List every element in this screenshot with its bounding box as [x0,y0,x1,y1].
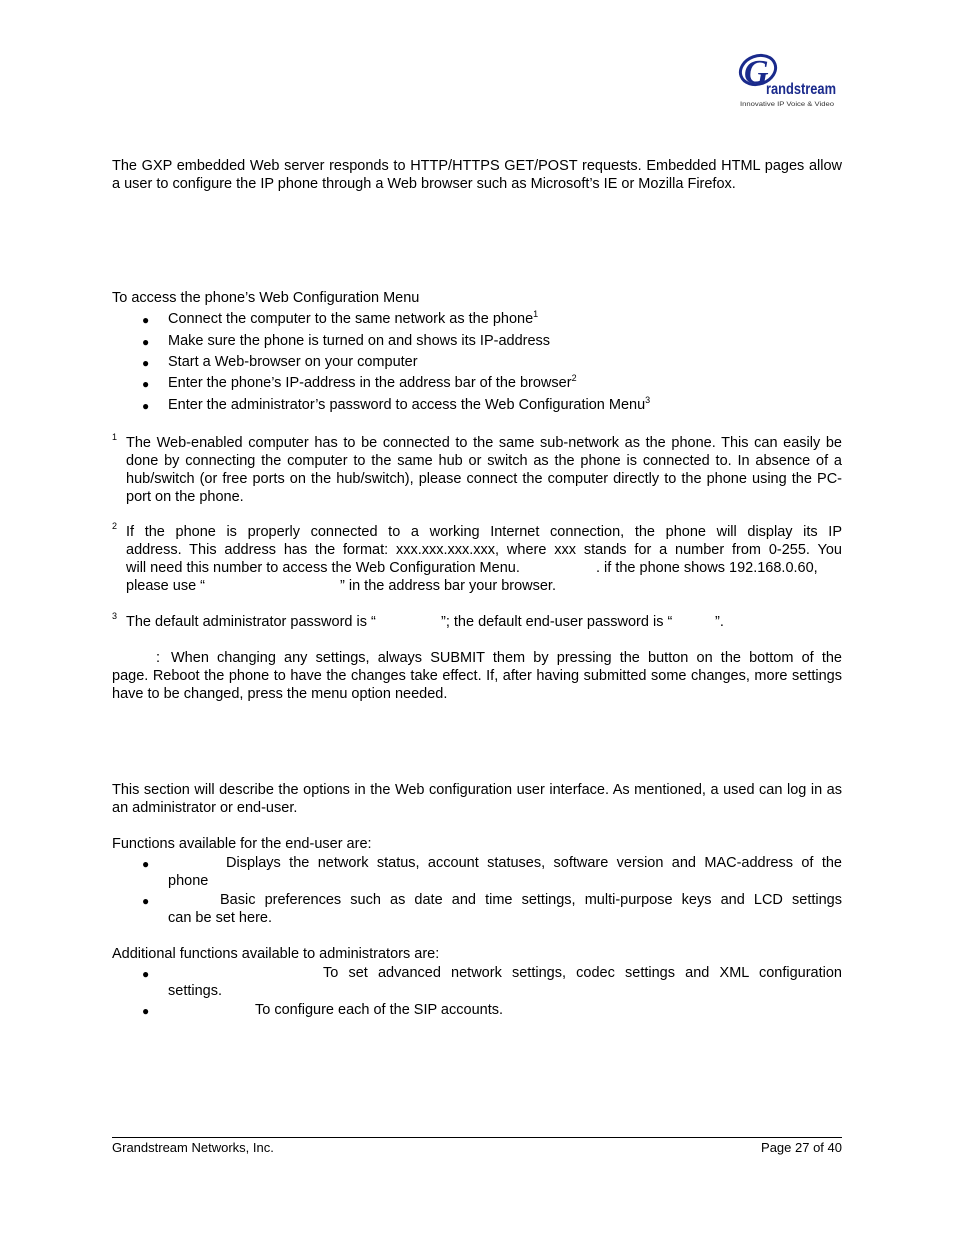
footnote-2-line: . if the phone shows 192.168.0.60, [596,560,818,576]
footer-company: Grandstream Networks, Inc. [112,1140,274,1155]
bullet: ● [142,399,150,413]
footer-rule [112,1137,842,1138]
list-item: To configure each of the SIP accounts. [255,1002,504,1018]
section-intro: This section will describe the options in the Web configuration user interface. As mentioned, a used can log in as an administrator or end-user. [112,782,842,816]
footer-page-number: Page 27 of 40 [761,1140,842,1155]
list-item-continuation: phone [168,873,209,889]
note-first-line: When changing any settings, always SUBMIT them by pressing the button on the bottom of the [171,650,842,666]
footnote-mark: 3 [112,611,118,621]
enduser-lead: Functions available for the end-user are: [112,836,372,852]
bullet: ● [142,356,150,370]
list-item: Start a Web-browser on your computer [168,354,418,370]
admin-lead: Additional functions available to administrators are: [112,946,440,962]
footnote-mark: 2 [112,521,118,531]
bullet: ● [142,335,150,349]
logo-wordmark: randstream [766,81,836,98]
bullet: ● [142,967,150,981]
list-item-continuation: settings. [168,983,222,999]
note-body: page. Reboot the phone to have the changes take effect. If, after having submitted some changes, more settings have to be changed, press the menu option needed. [112,668,842,702]
list-item: Displays the network status, account statuses, software version and MAC-address of the [226,855,842,871]
logo-initial: G [744,54,769,91]
footnote-3-part: ”; the default end-user password is “ [441,614,673,630]
bullet: ● [142,313,150,327]
list-item: To set advanced network settings, codec settings and XML configuration [323,965,842,981]
grandstream-logo [736,50,840,110]
footnote-2-line: address. This address has the format: xxx.xxx.xxx.xxx, where xxx stands for a number from 0-255. You [126,542,842,558]
list-item: Enter the administrator’s password to access the Web Configuration Menu$^3$ [168,395,651,413]
bullet: ● [142,857,150,871]
footnote-2-line: ” in the address bar your browser. [340,578,556,594]
footnote-1: The Web-enabled computer has to be connected to the same sub-network as the phone. This can easily be done by connecting the computer to the same hub or switch as the phone is connected to. In absence of a hub/switch (or free ports on the hub/switch), please connect the computer directly to the phone using the PC-port on the phone. [126,435,842,505]
bullet: ● [142,894,150,908]
list-item: Connect the computer to the same network as the phone$^1$ [168,309,539,327]
footnote-3-part: The default administrator password is “ [126,614,376,630]
footnote-mark: 1 [112,432,118,442]
footnote-2-line: please use “ [126,578,205,594]
footnote-2-line: will need this number to access the Web Configuration Menu. [126,560,520,576]
access-lead: To access the phone’s Web Configuration Menu [112,290,420,306]
note-colon: : [156,650,161,666]
footnote-3-part: ”. [715,614,724,630]
list-item: Make sure the phone is turned on and shows its IP-address [168,333,551,349]
list-item: Basic preferences such as date and time settings, multi-purpose keys and LCD settings [220,892,842,908]
list-item-continuation: can be set here. [168,910,272,926]
list-item: Enter the phone’s IP-address in the address bar of the browser$^2$ [168,373,577,391]
intro-paragraph: The GXP embedded Web server responds to HTTP/HTTPS GET/POST requests. Embedded HTML pages allow a user to configure the IP phone through a Web browser such as Microsoft’s IE or Mozilla Firefox. [112,158,842,192]
bullet: ● [142,377,150,391]
footnote-2-line: If the phone is properly connected to a working Internet connection, the phone will display its IP [126,524,842,540]
bullet: ● [142,1004,150,1018]
logo-tagline: Innovative IP Voice & Video [740,101,835,108]
